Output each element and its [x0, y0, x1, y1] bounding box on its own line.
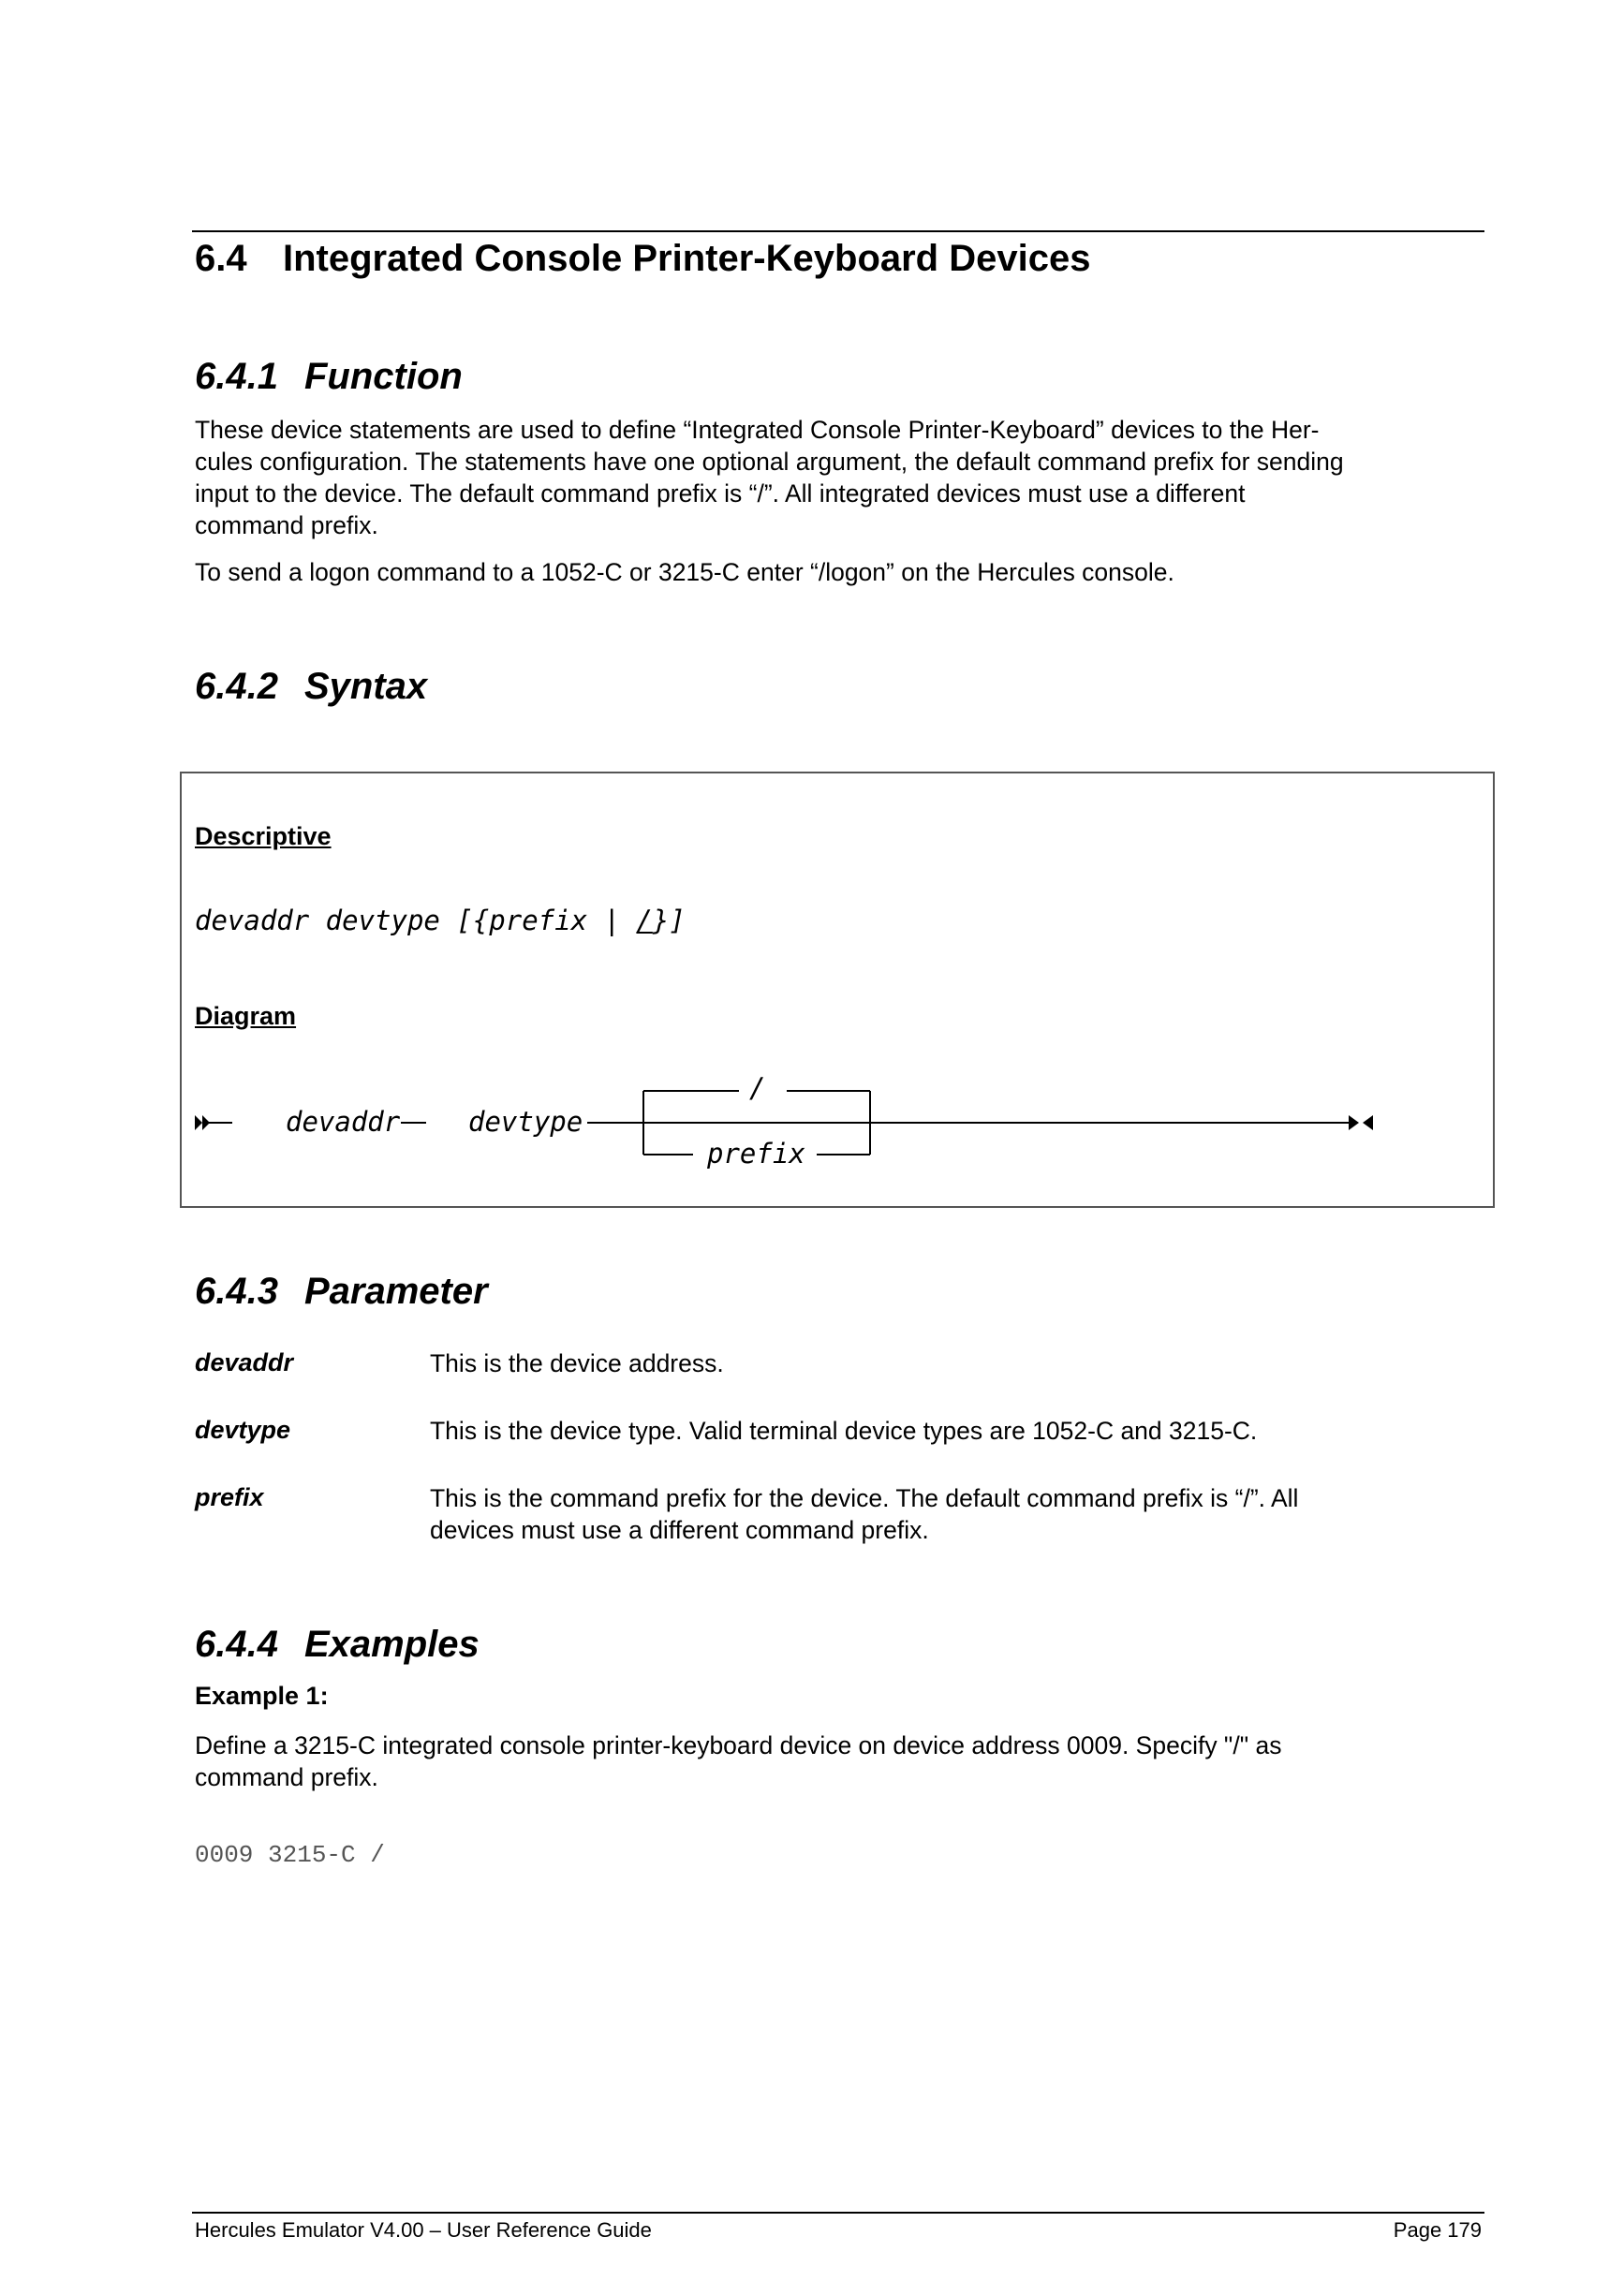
end-arrow-icon	[1349, 1115, 1373, 1130]
function-number: 6.4.1	[195, 356, 278, 397]
syntax-title: Syntax	[304, 666, 428, 707]
page-number: Page 179	[1393, 2218, 1482, 2242]
example1-code: 0009 3215-C /	[195, 1841, 385, 1869]
param-desc-devtype	[430, 1415, 1479, 1447]
diagram-label: Diagram	[195, 1002, 297, 1030]
examples-number: 6.4.4	[195, 1624, 278, 1665]
descriptive-part2: }]	[652, 905, 686, 936]
param-desc-devaddr	[430, 1347, 1479, 1379]
section-title: Integrated Console Printer-Keyboard Devices	[283, 238, 1091, 279]
footer-title: Hercules Emulator V4.00 – User Reference Guide	[195, 2218, 652, 2242]
text-line: cules configuration. The statements have one optional argument, the default command prefix for sending	[195, 448, 1344, 476]
diagram-option-default: /	[749, 1072, 766, 1104]
example1-description	[195, 1729, 1487, 1793]
footer-rule	[192, 2212, 1484, 2214]
parameter-title: Parameter	[304, 1271, 488, 1312]
text-line: input to the device. The default command prefix is “/”. All integrated devices must use a different	[195, 479, 1246, 508]
descriptive-default: /	[636, 905, 653, 936]
param-name-devaddr: devaddr	[195, 1348, 294, 1376]
examples-heading	[195, 1624, 480, 1665]
start-arrow-icon	[195, 1115, 210, 1130]
syntax-number: 6.4.2	[195, 666, 278, 707]
parameter-heading	[195, 1271, 488, 1312]
logon-paragraph: To send a logon command to a 1052-C or 3215-C enter “/logon” on the Hercules console.	[195, 558, 1174, 586]
text-line: devices must use a different command prefix.	[430, 1516, 929, 1544]
diagram-arg-devtype: devtype	[468, 1106, 583, 1138]
text-line: This is the device address.	[430, 1349, 724, 1377]
diagram-option-prefix: prefix	[707, 1138, 805, 1170]
text-line: This is the command prefix for the device. The default command prefix is “/”. All	[430, 1484, 1299, 1512]
diagram-arg-devaddr: devaddr	[286, 1106, 401, 1138]
function-title: Function	[304, 356, 463, 397]
parameter-number: 6.4.3	[195, 1271, 278, 1312]
param-name-devtype: devtype	[195, 1416, 291, 1444]
text-line: command prefix.	[195, 1763, 378, 1791]
descriptive-part1: devaddr devtype [{prefix |	[195, 905, 637, 936]
text-line: These device statements are used to define “Integrated Console Printer-Keyboard” devices to the Her-	[195, 416, 1320, 444]
text-line: Define a 3215-C integrated console printer-keyboard device on device address 0009. Specify "/" as	[195, 1731, 1282, 1759]
text-line: This is the device type. Valid terminal device types are 1052-C and 3215-C.	[430, 1417, 1258, 1445]
text-line: command prefix.	[195, 511, 378, 539]
examples-title: Examples	[304, 1624, 480, 1665]
section-number: 6.4	[195, 238, 247, 279]
descriptive-label: Descriptive	[195, 822, 332, 850]
example1-label: Example 1:	[195, 1682, 329, 1710]
param-name-prefix: prefix	[195, 1483, 264, 1511]
param-desc-prefix	[430, 1482, 1479, 1546]
